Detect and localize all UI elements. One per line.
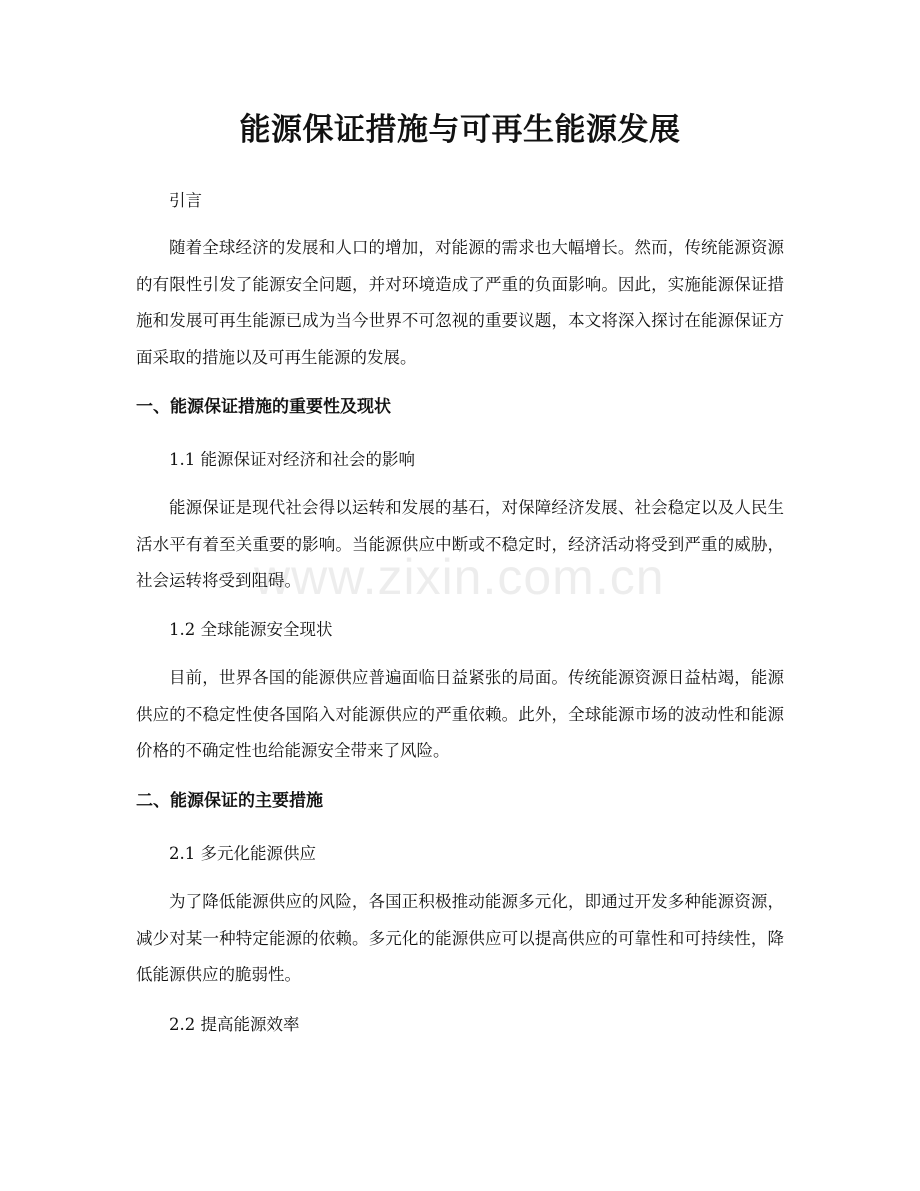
intro-paragraph: 随着全球经济的发展和人口的增加，对能源的需求也大幅增长。然而，传统能源资源的有限性引发了能源安全问题，并对环境造成了严重的负面影响。因此，实施能源保证措施和发展可再生能源已成为当今世界不可忽视的重要议题，本文将深入探讨在能源保证方面采取的措施以及可再生能源的发展。	[136, 238, 784, 367]
section1-sub2-paragraph: 目前，世界各国的能源供应普遍面临日益紧张的局面。传统能源资源日益枯竭，能源供应的不稳定性使各国陷入对能源供应的严重依赖。此外，全球能源市场的波动性和能源价格的不确定性也给能源安全带来了风险。	[136, 668, 784, 760]
section2-sub1-paragraph: 为了降低能源供应的风险，各国正积极推动能源多元化，即通过开发多种能源资源，减少对某一种特定能源的依赖。多元化的能源供应可以提高供应的可靠性和可持续性，降低能源供应的脆弱性。	[136, 892, 784, 984]
intro-label: 引言	[169, 191, 202, 210]
section2-sub1-title: 2.1 多元化能源供应	[169, 844, 316, 863]
section1-sub1-paragraph: 能源保证是现代社会得以运转和发展的基石，对保障经济发展、社会稳定以及人民生活水平有着至关重要的影响。当能源供应中断或不稳定时，经济活动将受到严重的威胁，社会运转将受到阻碍。	[136, 498, 784, 590]
section2-heading: 二、能源保证的主要措施	[136, 791, 323, 811]
section1-heading: 一、能源保证措施的重要性及现状	[136, 397, 391, 417]
section1-sub1-title: 1.1 能源保证对经济和社会的影响	[169, 450, 415, 469]
section1-sub2-title: 1.2 全球能源安全现状	[169, 620, 333, 639]
document-title: 能源保证措施与可再生能源发展	[239, 112, 681, 148]
watermark: www.zixin.com.cn	[254, 549, 665, 605]
section2-sub2-title: 2.2 提高能源效率	[169, 1015, 300, 1034]
